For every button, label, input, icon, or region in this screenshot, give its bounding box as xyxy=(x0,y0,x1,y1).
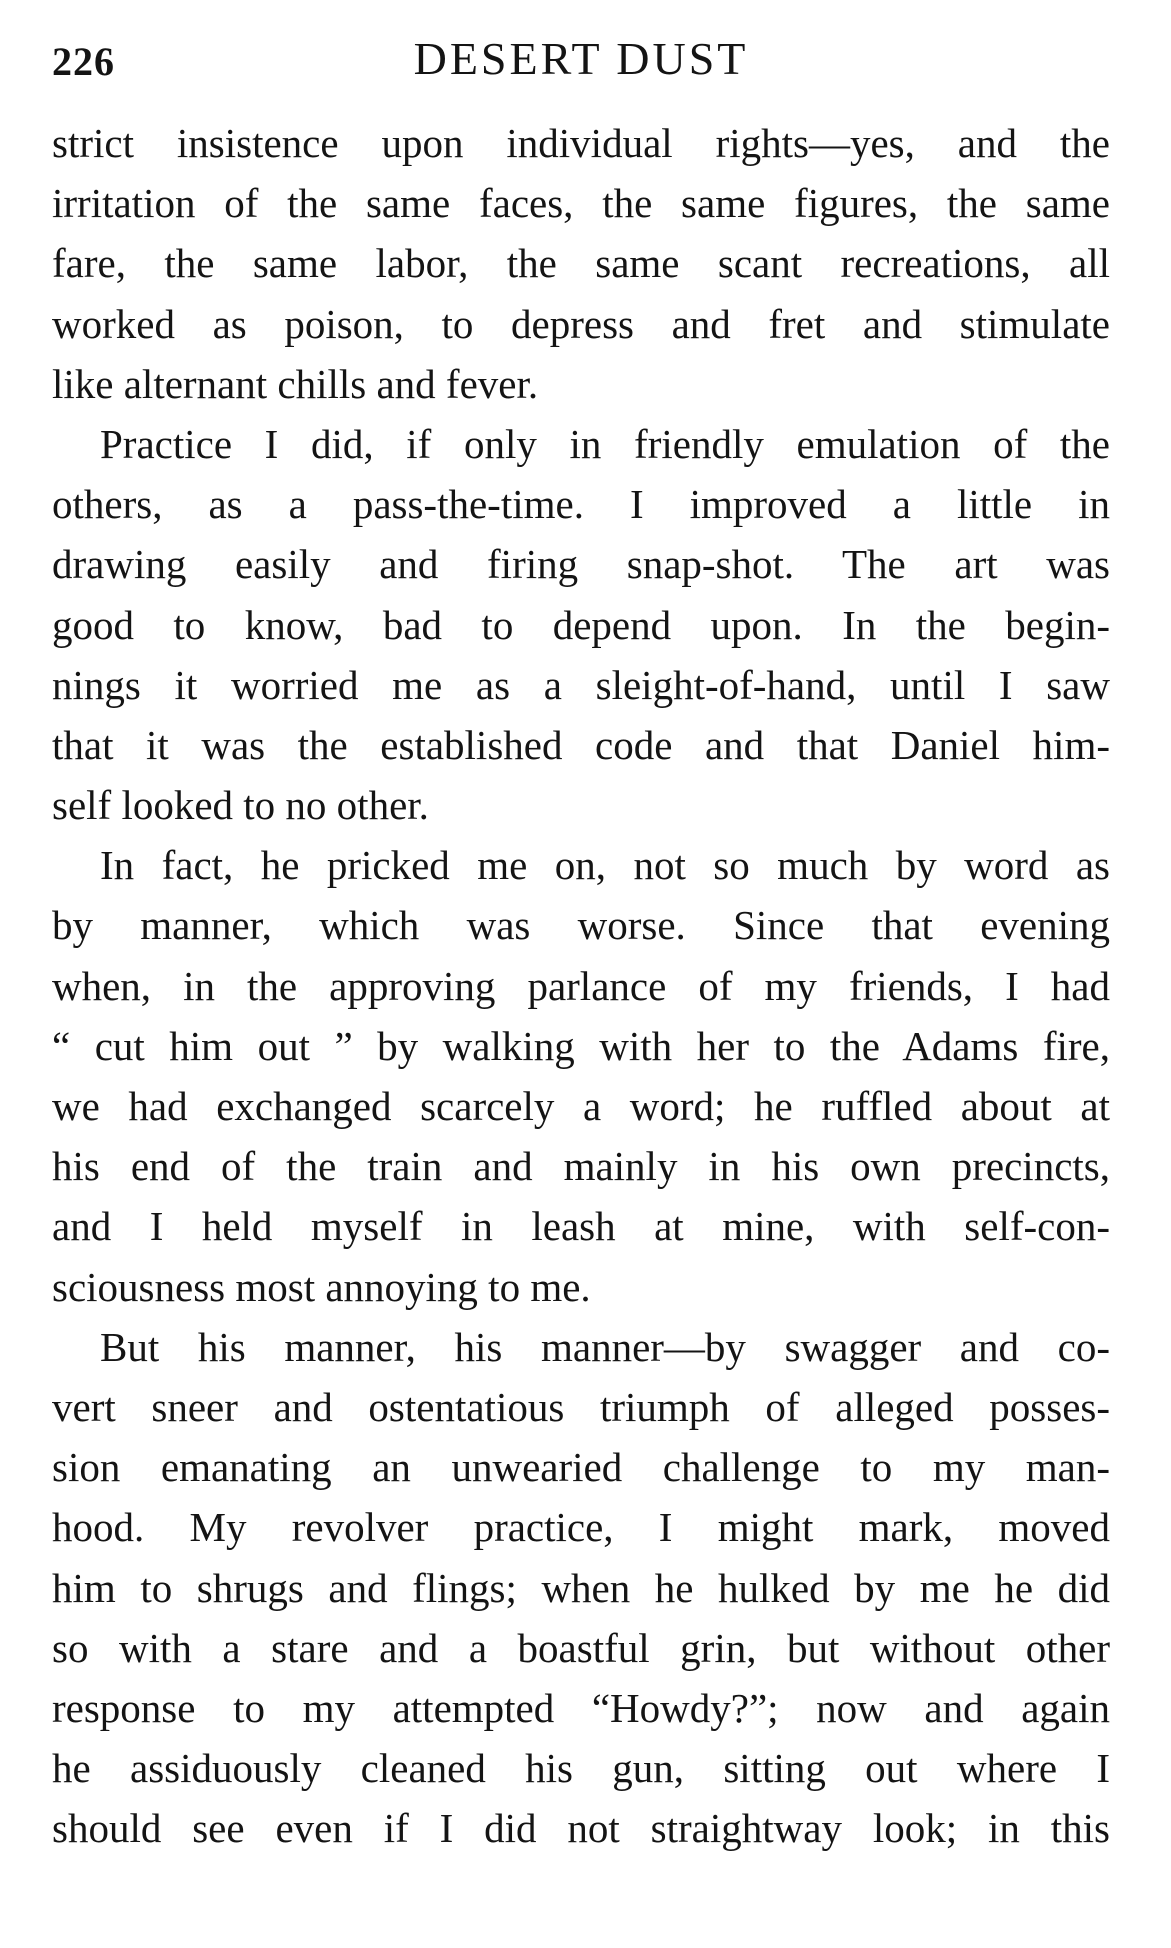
running-title: DESERT DUST xyxy=(413,33,749,84)
text-line: But his manner, his manner—by swagger and co- xyxy=(100,1323,1110,1370)
paragraph xyxy=(52,414,1110,835)
text-line: drawing easily and firing snap-shot. The art was xyxy=(52,541,1110,588)
text-line: good to know, bad to depend upon. In the begin- xyxy=(52,601,1110,648)
text-line: should see even if I did not straightway look; in this xyxy=(52,1805,1110,1852)
text-line: irritation of the same faces, the same figures, the same xyxy=(52,180,1110,227)
text-line: “ cut him out ” by walking with her to the Adams fire, xyxy=(52,1022,1110,1069)
paragraph xyxy=(52,835,1110,1317)
text-line: others, as a pass-the-time. I improved a little in xyxy=(52,481,1110,528)
text-line: like alternant chills and fever. xyxy=(52,360,539,407)
text-line: self looked to no other. xyxy=(52,782,429,829)
text-line: sion emanating an unwearied challenge to my man- xyxy=(52,1444,1110,1491)
text-line: and I held myself in leash at mine, with self-con- xyxy=(52,1203,1110,1250)
text-line: him to shrugs and flings; when he hulked by me he did xyxy=(52,1564,1110,1611)
paragraph xyxy=(52,1317,1110,1859)
text-line: strict insistence upon individual rights—yes, and the xyxy=(52,120,1110,166)
text-line: fare, the same labor, the same scant recreations, all xyxy=(52,240,1110,287)
text-line: worked as poison, to depress and fret and stimulate xyxy=(52,300,1110,347)
text-line: sciousness most annoying to me. xyxy=(52,1263,591,1310)
text-line: that it was the established code and that Daniel him- xyxy=(52,721,1110,768)
text-line: Practice I did, if only in friendly emulation of the xyxy=(100,420,1110,467)
text-line: nings it worried me as a sleight-of-hand, until I saw xyxy=(52,661,1110,708)
text-line: his end of the train and mainly in his own precincts, xyxy=(52,1143,1110,1190)
text-line: response to my attempted “Howdy?”; now and again xyxy=(52,1684,1110,1731)
page-number: 226 xyxy=(52,39,115,84)
text-line: we had exchanged scarcely a word; he ruffled about at xyxy=(52,1083,1110,1129)
text-line: he assiduously cleaned his gun, sitting out where I xyxy=(52,1745,1110,1792)
text-line: by manner, which was worse. Since that evening xyxy=(52,902,1110,949)
paragraph xyxy=(52,113,1110,414)
text-line: when, in the approving parlance of my friends, I had xyxy=(52,962,1110,1009)
text-line: vert sneer and ostentatious triumph of alleged posses- xyxy=(52,1383,1110,1430)
text-line: hood. My revolver practice, I might mark, moved xyxy=(52,1504,1110,1551)
page-header xyxy=(52,32,1110,92)
body-text xyxy=(52,113,1110,1858)
text-line: In fact, he pricked me on, not so much by word as xyxy=(100,842,1110,889)
text-line: so with a stare and a boastful grin, but without other xyxy=(52,1624,1110,1671)
